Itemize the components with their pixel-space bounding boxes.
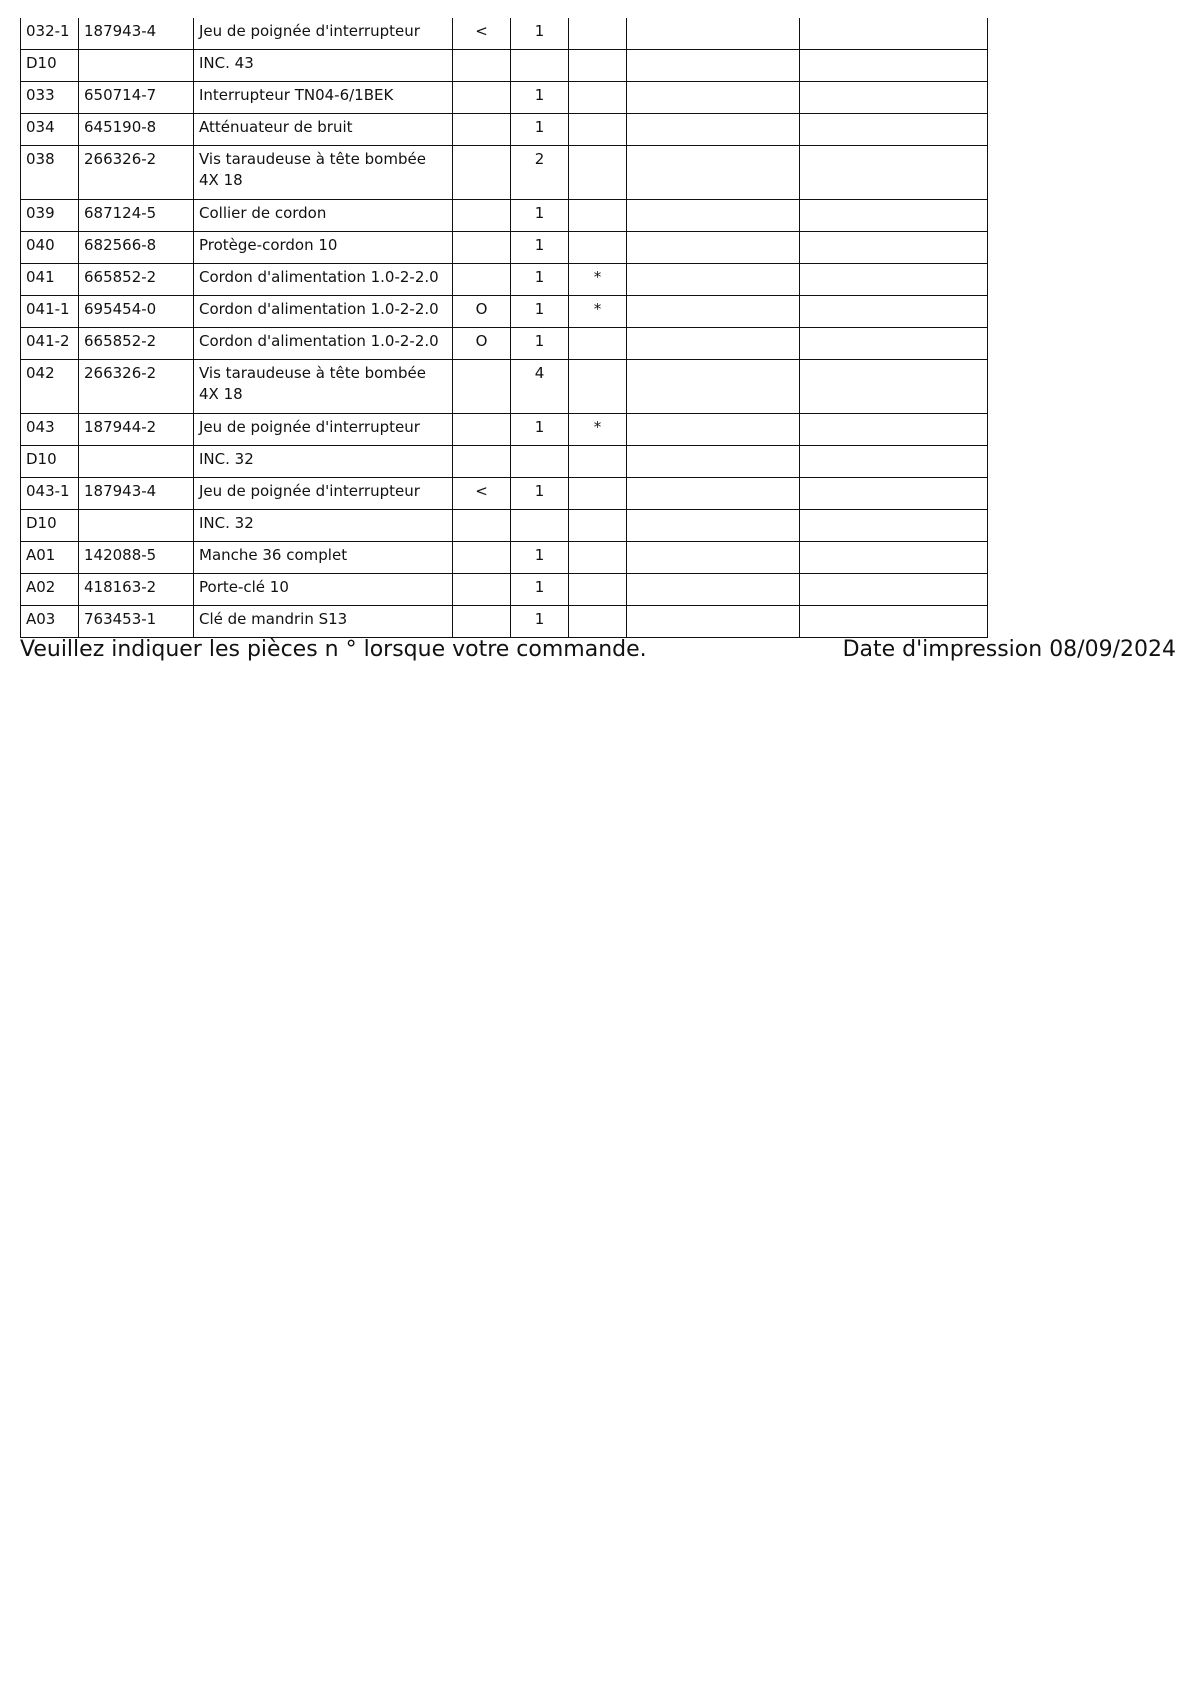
cell-mark bbox=[569, 606, 627, 638]
cell-mark bbox=[569, 114, 627, 146]
cell-item-no: A01 bbox=[21, 542, 79, 574]
table-row bbox=[21, 606, 988, 638]
cell-part-number: 665852-2 bbox=[79, 264, 194, 296]
cell-part-number: 187944-2 bbox=[79, 414, 194, 446]
cell-item-no: 041-2 bbox=[21, 328, 79, 360]
cell-part-number: 645190-8 bbox=[79, 114, 194, 146]
cell-description: Cordon d'alimentation 1.0-2-2.0 bbox=[194, 264, 453, 296]
table-row bbox=[21, 478, 988, 510]
cell-item-no: 033 bbox=[21, 82, 79, 114]
cell-description: INC. 32 bbox=[194, 510, 453, 542]
cell-mark bbox=[569, 328, 627, 360]
cell-description: Interrupteur TN04-6/1BEK bbox=[194, 82, 453, 114]
cell-empty bbox=[800, 18, 988, 50]
cell-quantity bbox=[511, 446, 569, 478]
cell-empty bbox=[800, 360, 988, 414]
cell-mark bbox=[569, 510, 627, 542]
cell-empty bbox=[800, 606, 988, 638]
cell-quantity: 1 bbox=[511, 18, 569, 50]
cell-empty bbox=[800, 82, 988, 114]
cell-description: Cordon d'alimentation 1.0-2-2.0 bbox=[194, 296, 453, 328]
cell-item-no: 043-1 bbox=[21, 478, 79, 510]
cell-quantity bbox=[511, 50, 569, 82]
cell-empty bbox=[627, 574, 800, 606]
cell-mark bbox=[569, 446, 627, 478]
cell-part-number: 650714-7 bbox=[79, 82, 194, 114]
table-row bbox=[21, 232, 988, 264]
cell-empty bbox=[627, 82, 800, 114]
cell-empty bbox=[627, 360, 800, 414]
cell-description: Porte-clé 10 bbox=[194, 574, 453, 606]
cell-empty bbox=[800, 542, 988, 574]
cell-empty bbox=[627, 50, 800, 82]
table-row bbox=[21, 446, 988, 478]
cell-flag: < bbox=[453, 18, 511, 50]
cell-item-no: 038 bbox=[21, 146, 79, 200]
cell-item-no: A02 bbox=[21, 574, 79, 606]
cell-empty bbox=[627, 446, 800, 478]
cell-part-number bbox=[79, 446, 194, 478]
table-row bbox=[21, 146, 988, 200]
parts-table bbox=[20, 18, 988, 638]
cell-part-number: 695454-0 bbox=[79, 296, 194, 328]
cell-empty bbox=[800, 264, 988, 296]
cell-empty bbox=[800, 114, 988, 146]
table-row bbox=[21, 574, 988, 606]
cell-mark bbox=[569, 82, 627, 114]
cell-empty bbox=[627, 18, 800, 50]
cell-quantity: 1 bbox=[511, 200, 569, 232]
cell-item-no: D10 bbox=[21, 510, 79, 542]
cell-part-number bbox=[79, 50, 194, 82]
cell-item-no: 043 bbox=[21, 414, 79, 446]
cell-quantity: 1 bbox=[511, 82, 569, 114]
cell-item-no: 041-1 bbox=[21, 296, 79, 328]
cell-flag bbox=[453, 146, 511, 200]
table-row bbox=[21, 360, 988, 414]
cell-empty bbox=[627, 232, 800, 264]
cell-empty bbox=[627, 264, 800, 296]
table-row bbox=[21, 50, 988, 82]
cell-part-number: 266326-2 bbox=[79, 360, 194, 414]
cell-quantity: 1 bbox=[511, 328, 569, 360]
cell-empty bbox=[627, 146, 800, 200]
cell-quantity: 1 bbox=[511, 478, 569, 510]
cell-mark: * bbox=[569, 296, 627, 328]
cell-flag: < bbox=[453, 478, 511, 510]
cell-empty bbox=[627, 296, 800, 328]
cell-flag bbox=[453, 414, 511, 446]
cell-mark: * bbox=[569, 264, 627, 296]
cell-flag bbox=[453, 264, 511, 296]
cell-item-no: 032-1 bbox=[21, 18, 79, 50]
parts-table-body bbox=[21, 18, 988, 638]
cell-flag bbox=[453, 606, 511, 638]
cell-empty bbox=[627, 478, 800, 510]
cell-part-number: 266326-2 bbox=[79, 146, 194, 200]
cell-quantity: 1 bbox=[511, 296, 569, 328]
cell-flag: O bbox=[453, 296, 511, 328]
cell-mark bbox=[569, 146, 627, 200]
cell-empty bbox=[627, 542, 800, 574]
cell-empty bbox=[627, 510, 800, 542]
cell-item-no: D10 bbox=[21, 50, 79, 82]
cell-empty bbox=[627, 114, 800, 146]
cell-item-no: D10 bbox=[21, 446, 79, 478]
table-row bbox=[21, 114, 988, 146]
cell-item-no: A03 bbox=[21, 606, 79, 638]
cell-part-number: 682566-8 bbox=[79, 232, 194, 264]
cell-quantity: 1 bbox=[511, 606, 569, 638]
cell-part-number: 763453-1 bbox=[79, 606, 194, 638]
cell-mark bbox=[569, 18, 627, 50]
cell-quantity bbox=[511, 510, 569, 542]
table-row bbox=[21, 510, 988, 542]
cell-item-no: 042 bbox=[21, 360, 79, 414]
cell-flag bbox=[453, 574, 511, 606]
cell-mark bbox=[569, 542, 627, 574]
print-date: Date d'impression 08/09/2024 bbox=[842, 637, 1176, 662]
cell-empty bbox=[800, 200, 988, 232]
cell-description: Cordon d'alimentation 1.0-2-2.0 bbox=[194, 328, 453, 360]
cell-flag bbox=[453, 542, 511, 574]
cell-empty bbox=[800, 328, 988, 360]
cell-quantity: 1 bbox=[511, 542, 569, 574]
cell-item-no: 039 bbox=[21, 200, 79, 232]
cell-empty bbox=[800, 446, 988, 478]
cell-quantity: 4 bbox=[511, 360, 569, 414]
cell-empty bbox=[800, 510, 988, 542]
cell-mark bbox=[569, 574, 627, 606]
cell-description: Collier de cordon bbox=[194, 200, 453, 232]
cell-quantity: 1 bbox=[511, 232, 569, 264]
cell-empty bbox=[627, 200, 800, 232]
cell-part-number: 418163-2 bbox=[79, 574, 194, 606]
table-row bbox=[21, 542, 988, 574]
cell-description: Protège-cordon 10 bbox=[194, 232, 453, 264]
cell-empty bbox=[627, 328, 800, 360]
cell-description: Jeu de poignée d'interrupteur bbox=[194, 414, 453, 446]
table-row bbox=[21, 18, 988, 50]
cell-mark bbox=[569, 232, 627, 264]
cell-quantity: 1 bbox=[511, 114, 569, 146]
cell-quantity: 1 bbox=[511, 414, 569, 446]
cell-flag bbox=[453, 232, 511, 264]
cell-item-no: 041 bbox=[21, 264, 79, 296]
cell-flag bbox=[453, 446, 511, 478]
cell-mark bbox=[569, 200, 627, 232]
cell-flag bbox=[453, 82, 511, 114]
cell-description: INC. 32 bbox=[194, 446, 453, 478]
table-row bbox=[21, 414, 988, 446]
cell-flag bbox=[453, 360, 511, 414]
cell-empty bbox=[627, 414, 800, 446]
cell-quantity: 1 bbox=[511, 574, 569, 606]
cell-flag bbox=[453, 50, 511, 82]
table-row bbox=[21, 82, 988, 114]
cell-empty bbox=[800, 296, 988, 328]
cell-part-number: 187943-4 bbox=[79, 18, 194, 50]
cell-mark bbox=[569, 50, 627, 82]
cell-mark: * bbox=[569, 414, 627, 446]
cell-description: Clé de mandrin S13 bbox=[194, 606, 453, 638]
cell-empty bbox=[800, 478, 988, 510]
table-row bbox=[21, 328, 988, 360]
cell-description: Manche 36 complet bbox=[194, 542, 453, 574]
table-row bbox=[21, 296, 988, 328]
table-row bbox=[21, 200, 988, 232]
cell-description: Atténuateur de bruit bbox=[194, 114, 453, 146]
cell-flag bbox=[453, 200, 511, 232]
cell-flag bbox=[453, 510, 511, 542]
cell-empty bbox=[800, 50, 988, 82]
cell-mark bbox=[569, 478, 627, 510]
order-instruction: Veuillez indiquer les pièces n ° lorsque votre commande. bbox=[20, 637, 647, 662]
cell-empty bbox=[800, 232, 988, 264]
cell-item-no: 034 bbox=[21, 114, 79, 146]
cell-empty bbox=[627, 606, 800, 638]
cell-part-number: 187943-4 bbox=[79, 478, 194, 510]
cell-part-number: 687124-5 bbox=[79, 200, 194, 232]
cell-empty bbox=[800, 574, 988, 606]
cell-quantity: 2 bbox=[511, 146, 569, 200]
cell-description: Vis taraudeuse à tête bombée 4X 18 bbox=[194, 360, 453, 414]
cell-item-no: 040 bbox=[21, 232, 79, 264]
cell-part-number: 665852-2 bbox=[79, 328, 194, 360]
cell-description: Vis taraudeuse à tête bombée 4X 18 bbox=[194, 146, 453, 200]
cell-flag: O bbox=[453, 328, 511, 360]
table-row bbox=[21, 264, 988, 296]
cell-description: Jeu de poignée d'interrupteur bbox=[194, 478, 453, 510]
cell-flag bbox=[453, 114, 511, 146]
cell-mark bbox=[569, 360, 627, 414]
cell-empty bbox=[800, 146, 988, 200]
cell-part-number bbox=[79, 510, 194, 542]
cell-description: INC. 43 bbox=[194, 50, 453, 82]
cell-description: Jeu de poignée d'interrupteur bbox=[194, 18, 453, 50]
cell-empty bbox=[800, 414, 988, 446]
cell-quantity: 1 bbox=[511, 264, 569, 296]
cell-part-number: 142088-5 bbox=[79, 542, 194, 574]
